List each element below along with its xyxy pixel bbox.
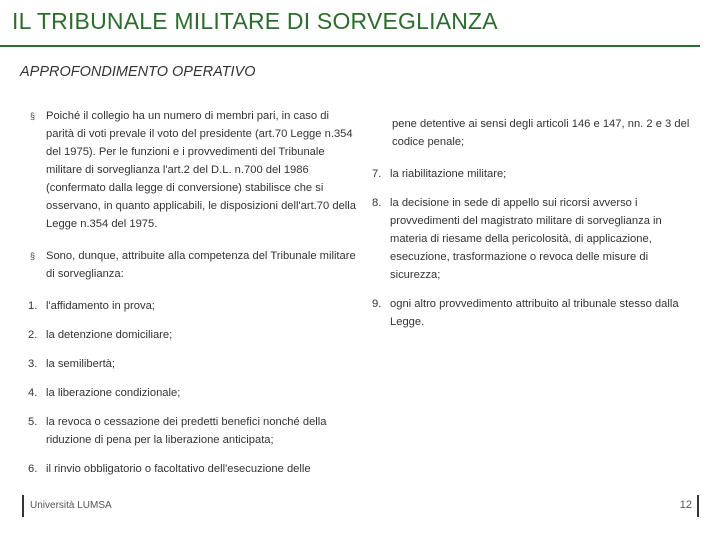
item-number: 1. xyxy=(28,300,38,312)
page-number: 12 xyxy=(679,499,692,511)
bullet-item xyxy=(28,107,358,233)
numbered-item xyxy=(28,326,358,344)
footer-institution: Università LUMSA xyxy=(30,500,112,511)
item-text: ogni altro provvedimento attribuito al tribunale stesso dalla Legge. xyxy=(390,298,679,329)
item-number: 9. xyxy=(372,298,382,311)
numbered-item xyxy=(28,355,358,373)
item-text: l'affidamento in prova; xyxy=(46,300,155,312)
left-column xyxy=(28,107,358,478)
item-text: la detenzione domiciliare; xyxy=(46,329,173,341)
item-text: la semilibertà; xyxy=(46,358,116,370)
numbered-item xyxy=(28,460,358,478)
numbered-item xyxy=(28,384,358,402)
item-text: la riabilitazione militare; xyxy=(390,168,507,181)
bullet-text: Poiché il collegio ha un numero di membri pari, in caso di parità di voti prevale il voto del presidente (art.70 Legge n.354 del 1975). Per le funzioni e i provvedimenti del Tribunale militare di sorveglianza l'art.2 del D.L. n.700 del 1986 (confermato dalla legge di conversione) stabilisce che si osservano, in quanto applicabili, le disposizioni dell'art.70 della Legge n.354 del 1975. xyxy=(46,110,356,230)
item-text: il rinvio obbligatorio o facoltativo dell'esecuzione delle xyxy=(46,463,311,475)
footer-divider-right xyxy=(697,495,699,517)
footer-divider-left xyxy=(22,495,24,517)
numbered-item xyxy=(28,413,358,449)
item-text: la revoca o cessazione dei predetti benefici nonché della riduzione di pena per la liberazione anticipata; xyxy=(46,416,327,446)
item-number: 3. xyxy=(28,358,38,370)
continuation-text: pene detentive ai sensi degli articoli 146 e 147, nn. 2 e 3 del codice penale; xyxy=(392,118,690,149)
bullet-marker: § xyxy=(30,111,36,121)
item-number: 5. xyxy=(28,416,38,428)
numbered-item xyxy=(372,295,692,331)
item-number: 4. xyxy=(28,387,38,399)
right-column xyxy=(372,104,692,331)
bullet-text: Sono, dunque, attribuite alla competenza del Tribunale militare di sorveglianza: xyxy=(46,250,356,280)
item-text: la liberazione condizionale; xyxy=(46,387,181,399)
item-number: 2. xyxy=(28,329,38,341)
numbered-item xyxy=(28,297,358,315)
bullet-item xyxy=(28,247,358,283)
item-text: la decisione in sede di appello sui ricorsi avverso i provvedimenti del magistrato militare di sorveglianza in materia di riesame della pericolosità, di applicazione, esecuzione, trasformazione o revoca delle misure di sicurezza; xyxy=(390,197,662,282)
page-title: IL TRIBUNALE MILITARE DI SORVEGLIANZA xyxy=(12,8,498,34)
item-number: 8. xyxy=(372,197,382,210)
item-number: 6. xyxy=(28,463,38,475)
item-number: 7. xyxy=(372,168,382,181)
section-subtitle: APPROFONDIMENTO OPERATIVO xyxy=(20,64,256,80)
numbered-item xyxy=(372,194,692,284)
numbered-item xyxy=(372,165,692,183)
title-underline xyxy=(0,45,700,47)
bullet-marker: § xyxy=(30,251,36,261)
